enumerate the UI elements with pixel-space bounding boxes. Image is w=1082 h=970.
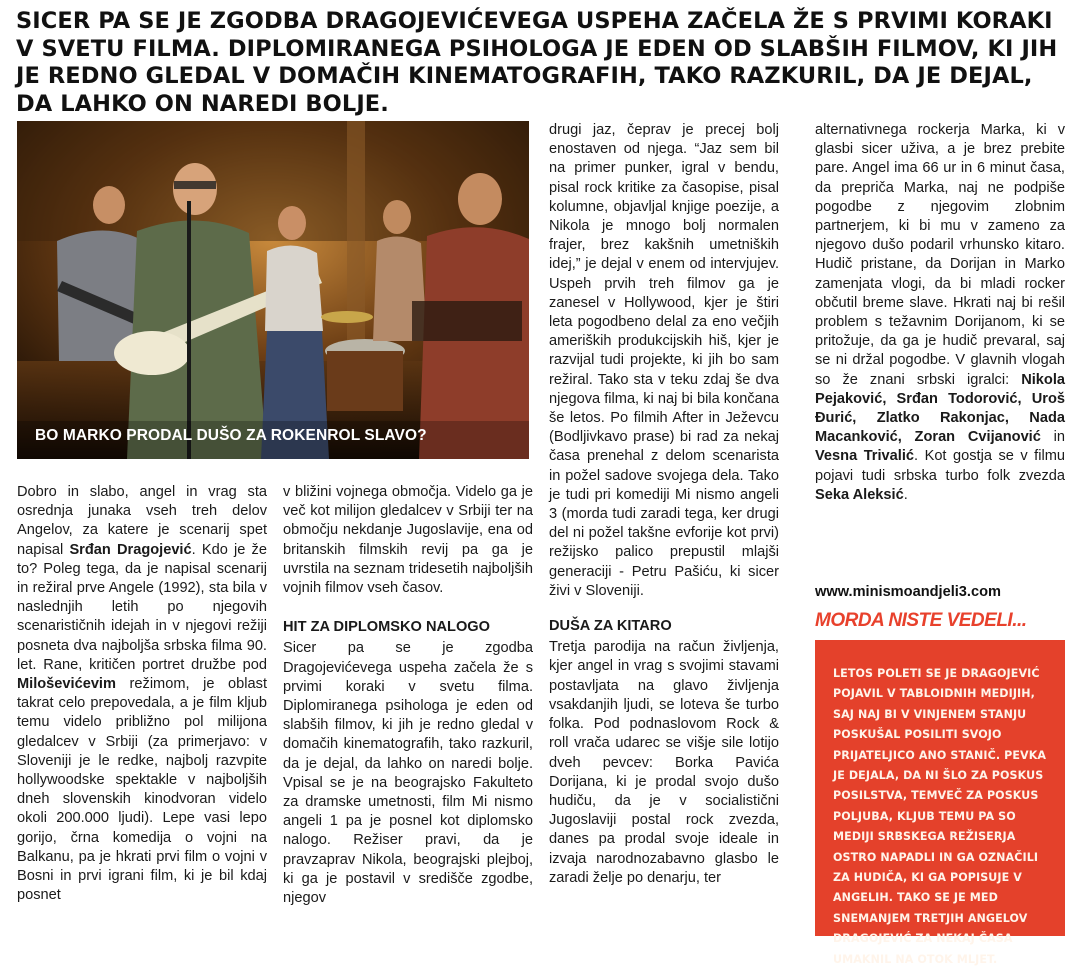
section-heading: HIT ZA DIPLOMSKO NALOGO — [283, 619, 491, 636]
section-heading: DUŠA ZA KITARO — [549, 618, 672, 635]
article-paragraph: v bližini vojnega območja. Videlo ga je več kot milijon gledalcev v Srbiji ter na območju nekdanje Jugoslavije, ena od britanskih filmskih revij pa ga je uvrstila na seznam tridesetih najboljših vojnih filmov vseh časov. — [283, 484, 533, 597]
article-paragraph — [17, 483, 267, 905]
text-run: in — [1040, 429, 1065, 446]
text-run: alternativnega rockerja Marka, ki v glasbi sicer uživa, a je brez prebite pare. Angel ima 66 ur in 6 minut časa, da prepriča Marka, naj ne podpiše pogodbe z njegovim zlobnim partnerjem, ki bi mu v zameno za njegovo dušo podaril vrhunsko kitaro. Hudič pristane, da Dorijan in Marko zamenjata vlogi, da bi mladi rocker občutil breme slave. Hkrati naj bi rešil problem s težavnim Dorijanom, ki se pritožuje, da ga je hudič prevaral, saj se ni držal pogodbe. V glavnih vlogah so že znani srbski igralci: — [815, 122, 1065, 388]
website-link[interactable]: www.minismoandjeli3.com — [815, 584, 1001, 600]
article-column-3 — [549, 121, 779, 888]
pull-quote: SICER PA SE JE ZGODBA DRAGOJEVIĆEVEGA USPEHA ZAČELA ŽE S PRVIMI KORAKI V SVETU FILMA. DIPLOMIRANEGA PSIHOLOGA JE EDEN OD SLABŠIH FILMOV, KI JIH JE REDNO GLEDAL V DOMAČIH KINEMATOGRAFIH, TAKO RAZKURIL, DA JE DEJAL, DA LAHKO ON NAREDI BOLJE. — [16, 8, 1058, 117]
text-run: režimom, je oblast takrat celo prepovedala, a je film kljub temu videlo približno pol milijona gledalcev v Srbiji (za primerjavo: v Sloveniji je le redke, najbolj razvpite hollywoodske spektakle v najboljših dneh slovenskih kinodvoran videlo okoli 200.000 ljudi). Lepe vasi lepo gorijo, črna komedija o vojni na Balkanu, pa je hkrati prvi film o vojni v Bosni in prvi igrani film, ki je bil kdaj posnet — [17, 676, 267, 904]
article-paragraph — [815, 121, 1065, 505]
band-photo-image — [17, 121, 529, 459]
sidebar-title: MORDA NISTE VEDELI... — [815, 610, 1027, 631]
person-name: Seka Aleksić — [815, 486, 904, 503]
person-name: Srđan Dragojević — [69, 541, 192, 558]
text-run: . Kdo je že to? Poleg tega, da je napisal scenarij in režiral prve Angele (1992), sta bila v naslednjih letih po njegovih scenarističnih idejah in v njegovi režiji posneta dva najboljša srbska filma 90. let. Rane, kritičen portret družbe pod — [17, 541, 267, 673]
person-name: Miloševićevim — [17, 676, 116, 693]
text-run: . Kot gostja se v filmu pojavi tudi srbska turbo folk zvezda — [815, 448, 1065, 484]
article-paragraph: Sicer pa se je zgodba Dragojevićevega uspeha začela že s prvimi koraki v svetu filma. Diplomiranega psihologa je eden od slabših filmov, ki jih je redno gledal v domačih kinematografih, tako razkuril, da je dejal, da lahko on naredi bolje. Vpisal se je na beograjsko Fakulteto za dramske umetnosti, film Mi nismo angeli 1 pa je posnel kot diplomsko nalogo. Režiser pravi, da je pravzaprav Nikola, beograjski plejboj, ki ga je postavil v središče zgodbe, njegov — [283, 640, 533, 907]
film-still-photo — [17, 121, 529, 459]
did-you-know-box — [815, 640, 1065, 966]
article-paragraph: Tretja parodija na račun življenja, kjer angel in vrag s svojimi stavami postavljata na glavo življenja vsakdanjih ljudi, se loteva še turbo folka. Pod podnaslovom Rock & roll vrača udarec se višje sile lotijo dveh pevcev: Borka Pavića Dorijana, ki je prodal svojo dušo hudiču, da je v socialistični Jugoslaviji postal rock zvezda, danes pa prodal svoje ideale in izvaja narodnozabavno glasbo le zaradi želje po denarju, ter — [549, 639, 779, 886]
photo-caption: BO MARKO PRODAL DUŠO ZA ROKENROL SLAVO? — [35, 427, 427, 444]
text-run: Dobro in slabo, angel in vrag sta osrednja junaka vseh treh delov Angelov, za katere je scenarij spet napisal — [17, 484, 267, 558]
article-column-4 — [815, 121, 1065, 505]
article-column-2 — [283, 483, 533, 908]
sidebar-text: LETOS POLETI SE JE DRAGOJEVIĆ POJAVIL V TABLOIDNIH MEDIJIH, SAJ NAJ BI V VINJENEM STANJU POSKUŠAL POSILITI SVOJO PRIJATELJICO ANO STANIČ. PEVKA JE DEJALA, DA NI ŠLO ZA POSKUS POSILSTVA, TEMVEČ ZA POSKUS POLJUBA, KLJUB TEMU PA SO MEDIJI SRBSKEGA REŽISERJA OSTRO NAPADLI IN GA OZNAČILI ZA HUDIČA, KI GA POPISUJE V ANGELIH. TAKO SE JE MED SNEMANJEM TRETJIH ANGELOV DRAGOJEVIĆ ZA NEKAJ ČASA UMAKNIL NA OTOK MLJET. — [833, 667, 1047, 966]
text-run: . — [903, 486, 908, 503]
person-name: Vesna Trivalić — [815, 448, 915, 465]
article-column-1 — [17, 483, 267, 905]
cast-names: Nikola Pejaković, Srđan Todorović, Uroš Đurić, Zlatko Rakonjac, Nada Macanković, Zoran Cvijanović — [815, 371, 1065, 446]
article-paragraph: drugi jaz, čeprav je precej bolj enostaven od njega. “Jaz sem bil na primer punker, igral v bendu, pisal rock kritike za časopise, pisal kolumne, objavljal knjige poezije, a Nikola je mnogo bolj normalen frajer, brez kakšnih umetniških idej,” je dejal v enem od intervjujev. Uspeh prvih treh filmov ga je zanesel v Hollywood, kjer je štiri leta pogodbeno delal za eno večjih ameriških produkcijskih hiš, kjer je razvijal tudi projekte, ki jih bo sam režiral. Tako sta v teku zdaj še dva njegova filma, ki naj bi bila končana še letos. Po filmih After in Ježevcu (Bodljivkavo prase) bi rad za nekaj časa prenehal z delom scenarista in požel sadove svojega dela. Tako je tudi pri komediji Mi nismo angeli 3 (morda tudi zaradi tega, ker drugi del ni požel takšne evforije kot prvi) režijsko palico prepustil mlajši generaciji - Petru Pašiću, ki sicer živi v Sloveniji. — [549, 122, 779, 599]
